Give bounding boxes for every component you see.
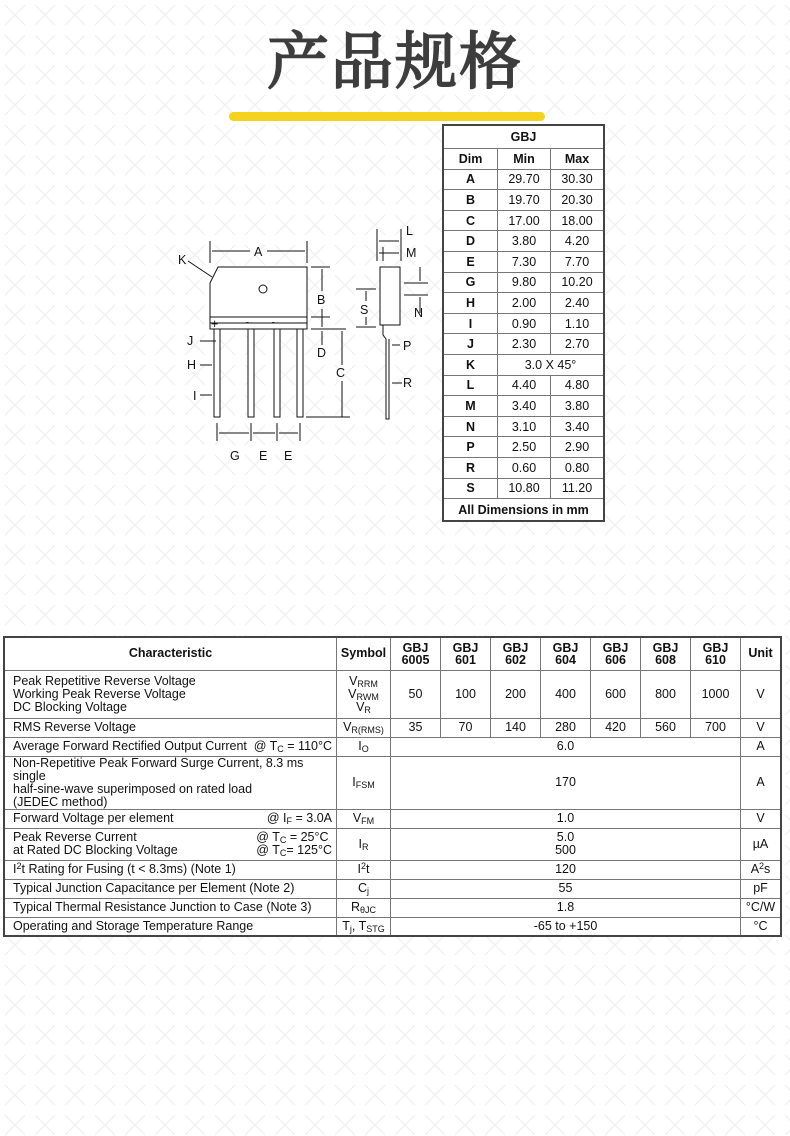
diagram-label-e2: E	[284, 449, 293, 463]
characteristic-label-line: Operating and Storage Temperature Range	[13, 918, 254, 933]
diagram-label-r: R	[403, 376, 413, 390]
characteristic-symbol: $T_j$, $T_{STG}$	[337, 917, 391, 936]
part-header-line: GBJ	[552, 640, 579, 655]
dimension-row	[443, 190, 604, 211]
diagram-label-plus: +	[211, 317, 219, 331]
part-header-line: GBJ	[702, 640, 729, 655]
dimension-row	[443, 457, 604, 478]
characteristic-unit: A	[741, 737, 782, 756]
part-header	[591, 637, 641, 670]
dimension-max: 3.40	[551, 416, 605, 437]
characteristic-row	[4, 718, 781, 737]
characteristic-value: 35	[391, 718, 441, 737]
diagram-label-l: L	[406, 224, 413, 238]
characteristic-value: 400	[541, 670, 591, 718]
test-condition: @ $T_C = 25^\circ C$ @ $T_C= 125^\circ C$	[256, 830, 332, 858]
part-header	[691, 637, 741, 670]
diagram-label-g: G	[230, 449, 240, 463]
part-header-line: GBJ	[502, 640, 529, 655]
unit-header: Unit	[741, 637, 782, 670]
characteristic-label	[4, 718, 337, 737]
characteristic-unit: µA	[741, 828, 782, 860]
characteristic-value: 280	[541, 718, 591, 737]
characteristic-unit: $A^2s$	[741, 860, 782, 879]
dimension-max: 4.20	[551, 231, 605, 252]
characteristic-header: Characteristic	[4, 637, 337, 670]
characteristic-unit: V	[741, 718, 782, 737]
dimension-max: 0.80	[551, 457, 605, 478]
dimension-row	[443, 478, 604, 499]
dimension-key: M	[443, 396, 498, 417]
dimension-max: 2.40	[551, 293, 605, 314]
characteristic-symbol: $C_j$	[337, 879, 391, 898]
characteristic-value: -65 to +150	[391, 917, 741, 936]
page-title: 产品规格	[266, 25, 523, 98]
characteristic-value: 700	[691, 718, 741, 737]
part-header	[491, 637, 541, 670]
dimension-max: 11.20	[551, 478, 605, 499]
dimension-max: 7.70	[551, 251, 605, 272]
dimension-row	[443, 396, 604, 417]
dimension-row	[443, 231, 604, 252]
characteristic-label	[4, 737, 337, 756]
dimension-min: 19.70	[498, 190, 551, 211]
characteristic-label	[4, 809, 337, 828]
characteristic-label-line: $I^2t$ Rating for Fusing (t < 8.3ms) (Note 1)	[13, 861, 236, 876]
dimension-max: 20.30	[551, 190, 605, 211]
characteristic-label-line: Peak Reverse Current	[13, 830, 137, 844]
diagram-label-minus: −	[296, 316, 304, 330]
dimension-row	[443, 251, 604, 272]
part-header-line: 6005	[401, 652, 430, 667]
characteristic-unit: °C/W	[741, 898, 782, 917]
dimension-key: R	[443, 457, 498, 478]
characteristic-value: 50	[391, 670, 441, 718]
part-header	[391, 637, 441, 670]
characteristic-value: 600	[591, 670, 641, 718]
part-header-line: 602	[505, 652, 526, 667]
diagram-label-a: A	[254, 245, 263, 259]
diagram-label-h: H	[187, 358, 197, 372]
dimension-max: 10.20	[551, 272, 605, 293]
part-header-line: 604	[555, 652, 576, 667]
part-header-line: GBJ	[652, 640, 679, 655]
characteristic-label-line: half-sine-wave superimposed on rated load	[13, 781, 253, 796]
dimension-row	[443, 272, 604, 293]
dimension-min: 29.70	[498, 169, 551, 190]
dimension-row	[443, 375, 604, 396]
diagram-label-i: I	[193, 389, 197, 403]
dimension-key: P	[443, 437, 498, 458]
characteristic-value: 70	[441, 718, 491, 737]
characteristic-label	[4, 756, 337, 809]
dimension-row	[443, 313, 604, 334]
package-outline-drawing	[170, 205, 440, 475]
characteristic-label	[4, 898, 337, 917]
characteristic-label	[4, 879, 337, 898]
characteristic-label-line: Non-Repetitive Peak Forward Surge Current, 8.3 ms single	[13, 755, 304, 783]
dimension-key: B	[443, 190, 498, 211]
characteristic-unit: V	[741, 670, 782, 718]
dimension-key: J	[443, 334, 498, 355]
characteristic-label-line: DC Blocking Voltage	[13, 699, 127, 714]
dimension-row	[443, 169, 604, 190]
characteristic-value: 120	[391, 860, 741, 879]
dimension-row	[443, 293, 604, 314]
characteristic-unit: °C	[741, 917, 782, 936]
characteristic-symbol: $R_{\theta JC}$	[337, 898, 391, 917]
characteristic-label-line: Typical Junction Capacitance per Element (Note 2)	[13, 881, 295, 895]
dimensions-table	[442, 124, 605, 522]
part-header-line: 610	[705, 652, 726, 667]
dimension-row	[443, 334, 604, 355]
part-header	[441, 637, 491, 670]
part-header-line: GBJ	[602, 640, 629, 655]
dimension-max: 2.90	[551, 437, 605, 458]
characteristic-label	[4, 917, 337, 936]
dimension-min: 2.50	[498, 437, 551, 458]
package-name: GBJ	[443, 125, 604, 149]
characteristic-label-line: at Rated DC Blocking Voltage	[13, 843, 178, 857]
characteristic-value: 1.8	[391, 898, 741, 917]
dimension-row	[443, 437, 604, 458]
characteristic-value: 420	[591, 718, 641, 737]
characteristic-label	[4, 860, 337, 879]
dimension-key: H	[443, 293, 498, 314]
dimension-key: N	[443, 416, 498, 437]
dimension-min: 10.80	[498, 478, 551, 499]
dimension-min: 4.40	[498, 375, 551, 396]
diagram-label-p: P	[403, 339, 412, 353]
dimension-key: L	[443, 375, 498, 396]
dimension-min: 9.80	[498, 272, 551, 293]
dimension-key: S	[443, 478, 498, 499]
characteristic-value: 800	[641, 670, 691, 718]
min-header: Min	[498, 149, 551, 170]
characteristic-symbol: $V_{R(RMS)}$	[337, 718, 391, 737]
dimension-min: 17.00	[498, 210, 551, 231]
characteristic-value: 170	[391, 756, 741, 809]
dimension-min: 3.40	[498, 396, 551, 417]
characteristic-symbol: $I_{FSM}$	[337, 756, 391, 809]
diagram-label-ac2: ~	[271, 316, 279, 330]
diagram-label-k: K	[178, 253, 187, 267]
part-header-line: 601	[455, 652, 476, 667]
dimension-max: 2.70	[551, 334, 605, 355]
characteristic-label-line: RMS Reverse Voltage	[13, 720, 136, 734]
dimension-key: D	[443, 231, 498, 252]
dimension-min: 3.10	[498, 416, 551, 437]
characteristic-row	[4, 809, 781, 828]
characteristic-row	[4, 670, 781, 718]
dimension-max: 3.80	[551, 396, 605, 417]
part-header-line: GBJ	[452, 640, 479, 655]
electrical-characteristics-table	[3, 636, 782, 937]
characteristic-value: 6.0	[391, 737, 741, 756]
characteristic-row	[4, 737, 781, 756]
dimension-key: A	[443, 169, 498, 190]
characteristic-label-line: Peak Repetitive Reverse Voltage	[13, 673, 196, 688]
dimension-min: 3.80	[498, 231, 551, 252]
characteristic-value: 5.0 500	[391, 828, 741, 860]
characteristic-value: 200	[491, 670, 541, 718]
characteristic-label-line: Working Peak Reverse Voltage	[13, 686, 186, 701]
dimension-max: 30.30	[551, 169, 605, 190]
characteristic-row	[4, 860, 781, 879]
diagram-label-ac1: ~	[245, 316, 253, 330]
dimension-value: 3.0 X 45°	[498, 354, 605, 375]
dimension-min: 2.30	[498, 334, 551, 355]
diagram-label-e1: E	[259, 449, 268, 463]
part-header	[641, 637, 691, 670]
characteristic-row	[4, 898, 781, 917]
dimension-key: I	[443, 313, 498, 334]
dimensions-footer: All Dimensions in mm	[443, 499, 604, 522]
dimension-row	[443, 210, 604, 231]
dimension-max: 18.00	[551, 210, 605, 231]
dimension-row	[443, 416, 604, 437]
diagram-label-m: M	[406, 246, 417, 260]
dimension-max: 1.10	[551, 313, 605, 334]
part-header	[541, 637, 591, 670]
dim-header: Dim	[443, 149, 498, 170]
part-header-line: GBJ	[402, 640, 429, 655]
characteristic-symbol: $I_O$	[337, 737, 391, 756]
part-header-line: 608	[655, 652, 676, 667]
characteristic-symbol: $I_R$	[337, 828, 391, 860]
diagram-label-j: J	[187, 334, 194, 348]
characteristic-value: 55	[391, 879, 741, 898]
dimension-row	[443, 354, 604, 375]
dimension-key: K	[443, 354, 498, 375]
symbol-header: Symbol	[337, 637, 391, 670]
characteristic-label	[4, 670, 337, 718]
diagram-label-n: N	[414, 306, 424, 320]
test-condition: @ $I_F = 3.0A$	[266, 811, 332, 826]
characteristic-label-line: Typical Thermal Resistance Junction to Case (Note 3)	[13, 900, 312, 914]
max-header: Max	[551, 149, 605, 170]
characteristic-value: 560	[641, 718, 691, 737]
characteristic-label	[4, 828, 337, 860]
characteristic-value: 1000	[691, 670, 741, 718]
dimension-min: 0.60	[498, 457, 551, 478]
characteristic-unit: pF	[741, 879, 782, 898]
dimension-key: G	[443, 272, 498, 293]
diagram-label-c: C	[336, 366, 346, 380]
characteristic-row	[4, 756, 781, 809]
dimension-min: 7.30	[498, 251, 551, 272]
characteristic-symbol: $V_{RRM}$ $V_{RWM}$ $V_R$	[337, 670, 391, 718]
title-underline	[229, 112, 545, 121]
characteristic-row	[4, 917, 781, 936]
dimension-min: 0.90	[498, 313, 551, 334]
diagram-label-b: B	[317, 293, 326, 307]
characteristic-symbol: $I^2t$	[337, 860, 391, 879]
characteristic-label-line: Forward Voltage per element	[13, 811, 174, 825]
characteristic-symbol: $V_{FM}$	[337, 809, 391, 828]
part-header-line: 606	[605, 652, 626, 667]
characteristic-value: 140	[491, 718, 541, 737]
diagram-label-s: S	[360, 303, 369, 317]
characteristic-label-line: (JEDEC method)	[13, 794, 108, 809]
characteristic-unit: V	[741, 809, 782, 828]
dimension-key: C	[443, 210, 498, 231]
dimension-min: 2.00	[498, 293, 551, 314]
characteristic-value: 100	[441, 670, 491, 718]
test-condition: @ $T_C = 110^\circ C$	[253, 739, 332, 754]
characteristic-row	[4, 879, 781, 898]
dimension-max: 4.80	[551, 375, 605, 396]
characteristic-unit: A	[741, 756, 782, 809]
characteristic-row	[4, 828, 781, 860]
diagram-label-d: D	[317, 346, 327, 360]
characteristic-label-line: Average Forward Rectified Output Current	[13, 739, 247, 753]
characteristic-value: 1.0	[391, 809, 741, 828]
dimension-key: E	[443, 251, 498, 272]
